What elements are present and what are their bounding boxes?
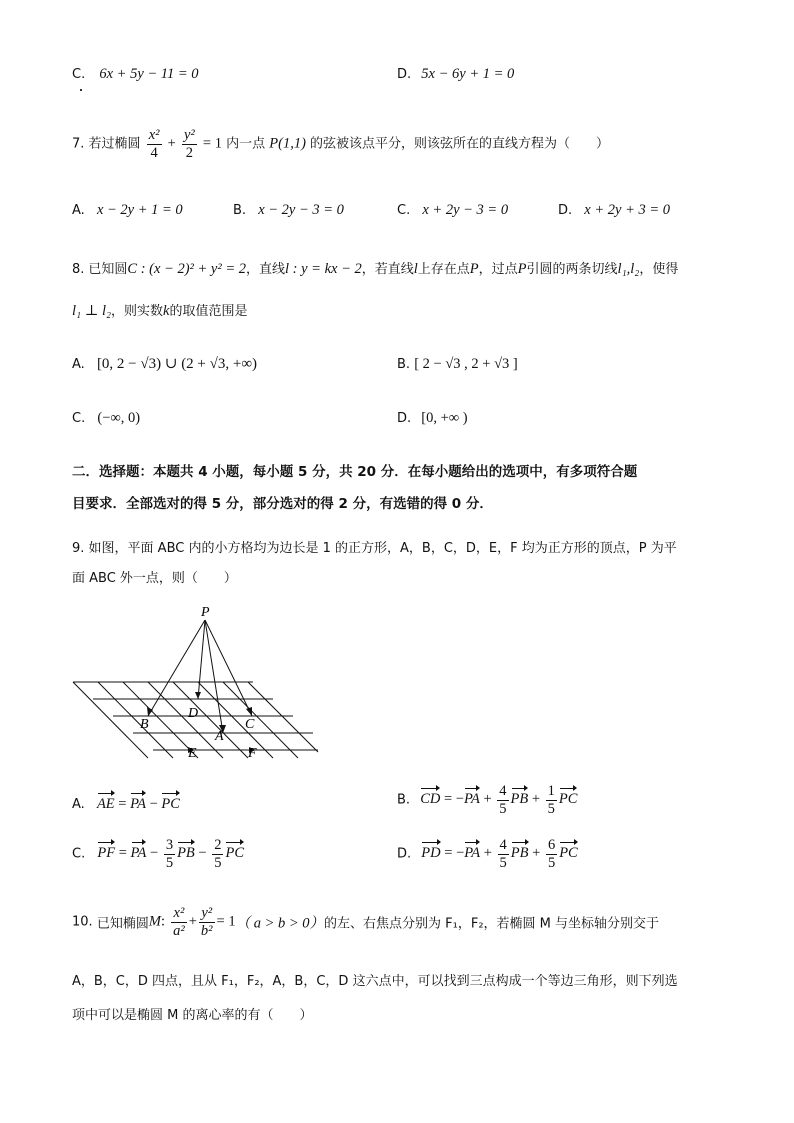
- q7-plus: +: [167, 135, 176, 152]
- q8-text-g: ，使得: [639, 262, 679, 277]
- q9-option-d-label: D.: [397, 846, 412, 862]
- q7-option-d[interactable]: [558, 202, 670, 219]
- q10-number: 10.: [72, 914, 93, 930]
- q9-label-e: E: [188, 746, 197, 761]
- q9-line1: 如图，平面 ABC 内的小方格均为边长是 1 的正方形，A，B，C，D，E，F 均为正方形的顶点，P 为平: [88, 541, 677, 556]
- q9-b-f1-num: 4: [499, 783, 507, 799]
- q9-d-vec-pb: PB: [510, 845, 529, 862]
- q9-option-d[interactable]: [397, 838, 578, 870]
- q9-option-b[interactable]: [397, 784, 577, 816]
- q8-option-a-label: A.: [72, 357, 85, 372]
- q9-c-vec-pb: PB: [177, 845, 195, 862]
- q8-text-h: ，则实数: [111, 304, 164, 319]
- q8-option-d-text: [0, +∞ ): [421, 410, 468, 426]
- q8-stem-line2: [72, 300, 248, 320]
- q6-option-d[interactable]: [397, 66, 514, 83]
- q9-label-p: P: [201, 605, 210, 620]
- q8-option-c-text: (−∞, 0): [97, 410, 141, 426]
- q9-b-eq: = −: [440, 791, 464, 808]
- q9-a-vec-pc: PC: [161, 796, 180, 812]
- q8-text-b: ，直线: [245, 262, 285, 277]
- q9-number: 9.: [72, 541, 85, 556]
- q8-p-var2: P: [517, 261, 527, 277]
- q7-option-c[interactable]: [397, 202, 508, 219]
- q8-k-var: k: [163, 303, 170, 319]
- q8-line: l : y = kx − 2: [285, 261, 362, 277]
- q7-frac-y: [182, 128, 197, 160]
- q7-text-b: 内一点: [226, 136, 266, 152]
- section2-heading-line1: 二．选择题：本题共 4 小题，每小题 5 分，共 20 分．在每小题给出的选项中，有多项符合题: [72, 464, 638, 480]
- q9-d-f2-num: 6: [547, 837, 556, 853]
- q9-a-eq: =: [114, 796, 131, 812]
- q8-circle: C : (x − 2)² + y² = 2: [127, 261, 246, 277]
- q10-plus: +: [188, 913, 197, 930]
- q7-option-d-label: D.: [558, 203, 573, 218]
- q9-c-vec-pf: PF: [97, 845, 116, 862]
- q10-colon: :: [160, 913, 165, 930]
- q10-text-b: 的左、右焦点分别为 F₁，F₂，若椭圆 M 与坐标轴分别交于: [324, 916, 660, 932]
- q9-c-vec-pc: PC: [225, 845, 244, 862]
- q10-cond: （ a > b > 0）: [235, 915, 325, 932]
- q9-a-vec-pa: PA: [130, 796, 146, 812]
- q7-stem: [72, 128, 609, 160]
- q9-b-vec-pc: PC: [558, 791, 578, 808]
- q10-eq: = 1: [216, 913, 236, 930]
- section2-heading-line2: 目要求．全部选对的得 5 分，部分选对的得 2 分，有选错的得 0 分．: [72, 496, 493, 512]
- q10-f2-num: y²: [199, 906, 215, 923]
- q7-option-b[interactable]: [233, 202, 344, 219]
- q8-option-c-label: C.: [72, 411, 86, 426]
- stray-mark: [80, 89, 82, 91]
- q8-option-d[interactable]: [397, 410, 468, 427]
- q9-d-f1-num: 4: [499, 837, 507, 853]
- q6-option-d-label: D.: [397, 67, 412, 82]
- q8-text-c: ，若直线: [361, 262, 414, 277]
- q6-option-d-text: 5x − 6y + 1 = 0: [421, 66, 515, 82]
- q7-option-c-label: C.: [397, 203, 411, 218]
- q9-b-plus2: +: [528, 791, 544, 808]
- q8-stem-line1: [72, 258, 678, 278]
- q9-label-f: F: [248, 746, 257, 761]
- q9-option-a-label: A.: [72, 797, 85, 812]
- q9-d-vec-pc: PC: [559, 845, 578, 862]
- q9-option-c[interactable]: [72, 838, 244, 870]
- q7-option-a-label: A.: [72, 203, 85, 218]
- q7-frac-x: [147, 128, 162, 160]
- q9-d-f1-den: 5: [499, 854, 507, 871]
- q9-c-minus1: −: [146, 845, 162, 862]
- q9-a-minus: −: [145, 796, 162, 812]
- q7-frac-x-den: 4: [150, 144, 158, 161]
- q8-number: 8.: [72, 262, 85, 277]
- q9-d-plus2: +: [528, 845, 544, 862]
- q9-c-minus2: −: [194, 845, 211, 862]
- q8-option-d-label: D.: [397, 411, 412, 426]
- q7-option-a[interactable]: [72, 202, 183, 219]
- q8-option-a-text: [0, 2 − √3) ∪ (2 + √3, +∞): [96, 356, 258, 372]
- q9-d-eq: = −: [440, 845, 465, 862]
- q9-b-vec-pa: PA: [463, 791, 480, 808]
- q9-option-b-label: B.: [397, 792, 411, 808]
- q9-b-vec-pb: PB: [510, 791, 529, 808]
- q9-d-plus1: +: [480, 845, 496, 862]
- q9-a-vec-ae: AE: [96, 796, 115, 812]
- q9-label-b: B: [140, 717, 149, 732]
- q10-text-a: 已知椭圆: [96, 916, 149, 932]
- q9-b-f1-den: 5: [499, 800, 507, 817]
- q8-option-c[interactable]: [72, 410, 140, 427]
- q7-point: P(1,1): [269, 135, 306, 152]
- q8-text-a: 已知圆: [88, 262, 128, 277]
- q9-c-eq: =: [115, 845, 131, 862]
- q9-d-f2-den: 5: [547, 854, 556, 871]
- q9-option-c-label: C.: [72, 846, 86, 862]
- q10-stem-line3: 项中可以是椭圆 M 的离心率的有（ ）: [72, 1008, 313, 1023]
- q9-label-c: C: [245, 717, 255, 732]
- q9-b-plus1: +: [479, 791, 496, 808]
- q8-text-f: 引圆的两条切线: [526, 262, 618, 277]
- q8-option-b-text: [ 2 − √3 , 2 + √3 ]: [414, 356, 518, 372]
- q9-c-f1-num: 3: [165, 837, 174, 853]
- q9-label-d: D: [188, 706, 199, 721]
- q9-stem-line2: 面 ABC 外一点，则（ ）: [72, 571, 237, 586]
- q6-option-c-label: C.: [72, 67, 86, 82]
- q9-d-vec-pd: PD: [421, 845, 441, 862]
- q7-text-a: 若过椭圆: [88, 136, 141, 152]
- q7-option-a-text: x − 2y + 1 = 0: [96, 202, 183, 218]
- q10-stem-line1: [72, 906, 659, 938]
- q10-m-var: M: [148, 913, 161, 930]
- q8-text-d: 上存在点: [417, 262, 470, 277]
- q8-p-var: P: [469, 261, 479, 277]
- q9-c-f1-den: 5: [165, 854, 174, 871]
- q8-option-b[interactable]: [397, 356, 518, 373]
- q9-c-vec-pa: PA: [130, 845, 147, 862]
- q7-frac-y-den: 2: [185, 144, 193, 161]
- q8-perp: l₁ ⊥ l₂: [72, 303, 112, 319]
- q10-f1-den: a²: [173, 922, 185, 939]
- q9-b-f2-den: 5: [547, 800, 555, 817]
- q8-text-i: 的取值范围是: [169, 304, 248, 319]
- q8-l-var: l: [413, 261, 418, 277]
- q7-frac-y-num: y²: [183, 127, 195, 143]
- q8-tangents: l₁,l₂: [617, 261, 640, 277]
- q7-text-c: 的弦被该点平分，则该弦所在的直线方程为（ ）: [310, 136, 610, 152]
- q9-c-f2-num: 2: [214, 837, 222, 853]
- q7-number: 7.: [72, 136, 85, 152]
- q6-option-c-text: 6x + 5y − 11 = 0: [99, 66, 199, 82]
- q10-f2-den: b²: [200, 922, 213, 939]
- q7-option-b-label: B.: [233, 203, 247, 218]
- q10-f1-num: x²: [171, 906, 187, 923]
- q9-c-f2-den: 5: [214, 854, 222, 871]
- q9-b-f2-num: 1: [547, 783, 555, 799]
- q9-d-vec-pa: PA: [464, 845, 481, 862]
- q6-option-c[interactable]: [72, 66, 199, 83]
- q7-option-b-text: x − 2y − 3 = 0: [258, 202, 344, 218]
- q9-label-a: A: [215, 729, 224, 744]
- q9-b-vec-cd: CD: [420, 791, 441, 808]
- q9-stem-line1: [72, 537, 677, 556]
- q7-eq-one: = 1: [202, 135, 222, 152]
- q8-text-e: ，过点: [478, 262, 518, 277]
- q9-option-a[interactable]: [72, 796, 180, 813]
- q9-figure: [68, 600, 328, 770]
- q10-stem-line2: A，B，C，D 四点，且从 F₁，F₂，A，B，C，D 这六点中，可以找到三点构成一个等边三角形，则下列选: [72, 974, 678, 989]
- q8-option-a[interactable]: [72, 354, 257, 373]
- q7-option-c-text: x + 2y − 3 = 0: [422, 202, 509, 218]
- q7-option-d-text: x + 2y + 3 = 0: [584, 202, 671, 218]
- q8-option-b-label: B.: [397, 357, 411, 372]
- q7-frac-x-num: x²: [148, 127, 160, 143]
